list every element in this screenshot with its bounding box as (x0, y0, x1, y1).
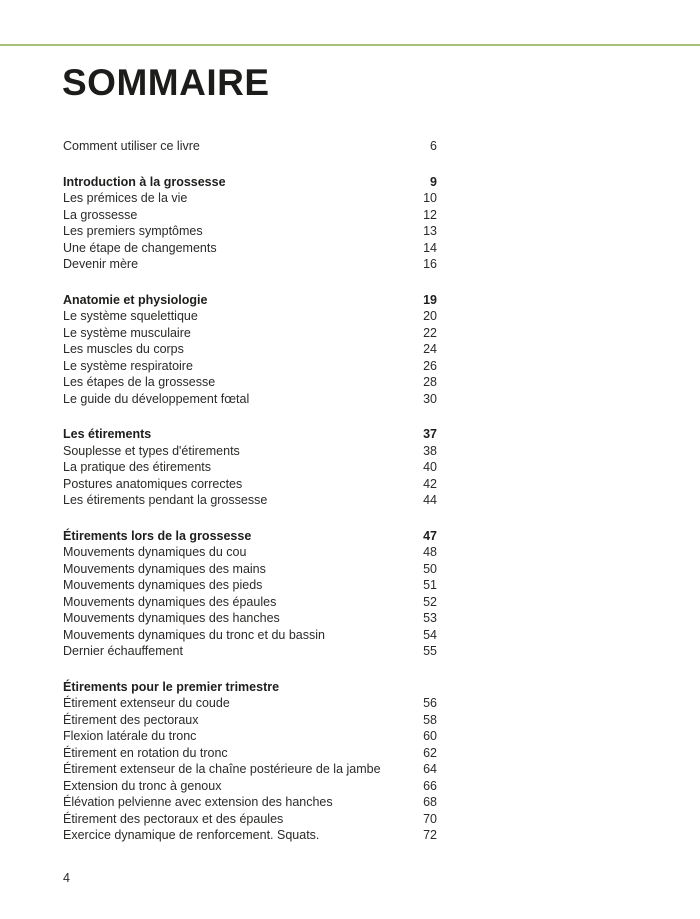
toc-entry (63, 190, 437, 207)
toc-section-header (63, 174, 437, 191)
toc-entry (63, 308, 437, 325)
toc-page-number: 44 (423, 493, 437, 507)
toc-page-number: 13 (423, 224, 437, 238)
toc-entry-label: Postures anatomiques correctes (63, 476, 243, 491)
toc-page-number: 28 (423, 375, 437, 389)
toc-entry (63, 207, 437, 224)
toc-page-number: 66 (423, 778, 437, 793)
toc-page-number: 68 (423, 795, 437, 809)
toc-entry-label: Le système respiratoire (63, 358, 193, 373)
toc-section-title: Introduction à la grossesse (63, 174, 226, 189)
toc-page-number: 42 (423, 476, 437, 491)
toc-entry-label: La grossesse (63, 207, 138, 222)
toc-entry (63, 745, 437, 762)
toc-page-number: 40 (423, 460, 437, 474)
toc-page-number: 48 (423, 545, 437, 559)
toc-page-number: 58 (423, 712, 437, 727)
toc-entry-label: Exercice dynamique de renforcement. Squats. (63, 828, 320, 842)
toc-entry (63, 811, 437, 828)
toc-entry-label: Une étape de changements (63, 240, 217, 255)
toc-entry (63, 459, 437, 476)
toc-page-number: 9 (430, 174, 437, 189)
toc-entry (63, 695, 437, 712)
toc-entry-label: Mouvements dynamiques des mains (63, 561, 266, 576)
toc-entry (63, 627, 437, 644)
toc-entry (63, 761, 437, 778)
toc-entry-label: Étirement en rotation du tronc (63, 745, 228, 760)
toc-entry (63, 594, 437, 611)
toc-entry-label: Le système musculaire (63, 325, 191, 340)
toc-page-number: 14 (423, 240, 437, 255)
toc-entry-label: Mouvements dynamiques du tronc et du bassin (63, 627, 325, 642)
toc-entry (63, 544, 437, 561)
toc-page-number: 54 (423, 627, 437, 642)
toc-page-number: 60 (423, 729, 437, 743)
toc-page-number: 37 (423, 427, 437, 441)
toc-page-number: 50 (423, 561, 437, 576)
toc-page-number: 30 (423, 391, 437, 406)
toc-page-number: 64 (423, 762, 437, 776)
toc-page-number: 6 (430, 139, 437, 153)
toc-entry (63, 712, 437, 729)
toc-entry (63, 138, 437, 155)
toc-page-number: 62 (423, 745, 437, 760)
toc-entry (63, 643, 437, 660)
toc-entry-label: Flexion latérale du tronc (63, 729, 197, 743)
toc-entry-label: La pratique des étirements (63, 460, 212, 474)
toc-entry-label: Mouvements dynamiques du cou (63, 545, 247, 559)
toc-entry-label: Devenir mère (63, 257, 139, 271)
toc-section-title: Étirements lors de la grossesse (63, 528, 252, 543)
toc-entry-label: Étirement des pectoraux (63, 712, 199, 727)
toc-entry (63, 778, 437, 795)
toc-section-header (63, 528, 437, 545)
page-title: SOMMAIRE (62, 62, 270, 103)
table-of-contents (63, 138, 437, 863)
toc-entry-label: Le système squelettique (63, 309, 198, 323)
toc-section-header (63, 679, 437, 696)
toc-entry-label: Les prémices de la vie (63, 191, 188, 205)
toc-entry (63, 325, 437, 342)
toc-entry (63, 256, 437, 273)
toc-entry-label: Mouvements dynamiques des épaules (63, 594, 277, 609)
toc-page-number: 51 (423, 578, 437, 592)
toc-entry-label: Étirement extenseur de la chaîne postérieure de la jambe (63, 762, 381, 776)
toc-entry (63, 358, 437, 375)
toc-section (63, 174, 437, 273)
toc-entry (63, 443, 437, 460)
toc-section (63, 679, 437, 844)
top-accent-rule (0, 44, 700, 46)
toc-entry-label: Souplesse et types d'étirements (63, 443, 240, 458)
toc-section (63, 292, 437, 408)
toc-section-header (63, 292, 437, 309)
toc-entry (63, 561, 437, 578)
toc-section (63, 528, 437, 660)
folio-page-number: 4 (63, 871, 70, 885)
toc-section (63, 138, 437, 155)
toc-page-number: 19 (423, 292, 437, 307)
toc-page-number: 70 (423, 811, 437, 826)
toc-entry-label: Mouvements dynamiques des pieds (63, 578, 263, 592)
toc-section-header (63, 426, 437, 443)
toc-entry (63, 728, 437, 745)
toc-page-number: 12 (423, 207, 437, 222)
toc-entry (63, 374, 437, 391)
toc-entry-label: Extension du tronc à genoux (63, 778, 222, 793)
toc-page-number: 20 (423, 309, 437, 323)
toc-page-number: 55 (423, 644, 437, 658)
toc-page-number: 22 (423, 325, 437, 340)
toc-entry-label: Les étirements pendant la grossesse (63, 493, 268, 507)
toc-entry (63, 476, 437, 493)
toc-page-number: 47 (423, 528, 437, 543)
toc-page-number: 38 (423, 443, 437, 458)
toc-section-title: Les étirements (63, 427, 152, 441)
toc-entry-label: Dernier échauffement (63, 644, 183, 658)
toc-entry (63, 577, 437, 594)
toc-entry-label: Étirement des pectoraux et des épaules (63, 811, 284, 826)
toc-entry-label: Étirement extenseur du coude (63, 696, 230, 710)
toc-entry (63, 223, 437, 240)
toc-page-number: 26 (423, 358, 437, 373)
toc-entry (63, 240, 437, 257)
toc-entry-label: Les muscles du corps (63, 342, 184, 356)
toc-page-number: 72 (423, 828, 437, 842)
toc-section-title: Étirements pour le premier trimestre (63, 679, 280, 694)
toc-entry-label: Élévation pelvienne avec extension des hanches (63, 795, 333, 809)
toc-entry (63, 610, 437, 627)
toc-entry (63, 492, 437, 509)
toc-page-number: 16 (423, 257, 437, 271)
toc-entry-label: Comment utiliser ce livre (63, 139, 200, 153)
toc-page-number: 10 (423, 191, 437, 205)
toc-page-number: 53 (423, 611, 437, 625)
toc-entry-label: Le guide du développement fœtal (63, 391, 250, 406)
toc-entry-label: Les premiers symptômes (63, 224, 203, 238)
toc-page-number: 52 (423, 594, 437, 609)
toc-entry (63, 341, 437, 358)
toc-entry (63, 391, 437, 408)
toc-entry (63, 794, 437, 811)
toc-page-number: 56 (423, 696, 437, 710)
toc-entry (63, 827, 437, 844)
toc-section-title: Anatomie et physiologie (63, 292, 208, 307)
toc-entry-label: Mouvements dynamiques des hanches (63, 611, 280, 625)
toc-section (63, 426, 437, 509)
toc-entry-label: Les étapes de la grossesse (63, 375, 216, 389)
toc-page-number: 24 (423, 342, 437, 356)
